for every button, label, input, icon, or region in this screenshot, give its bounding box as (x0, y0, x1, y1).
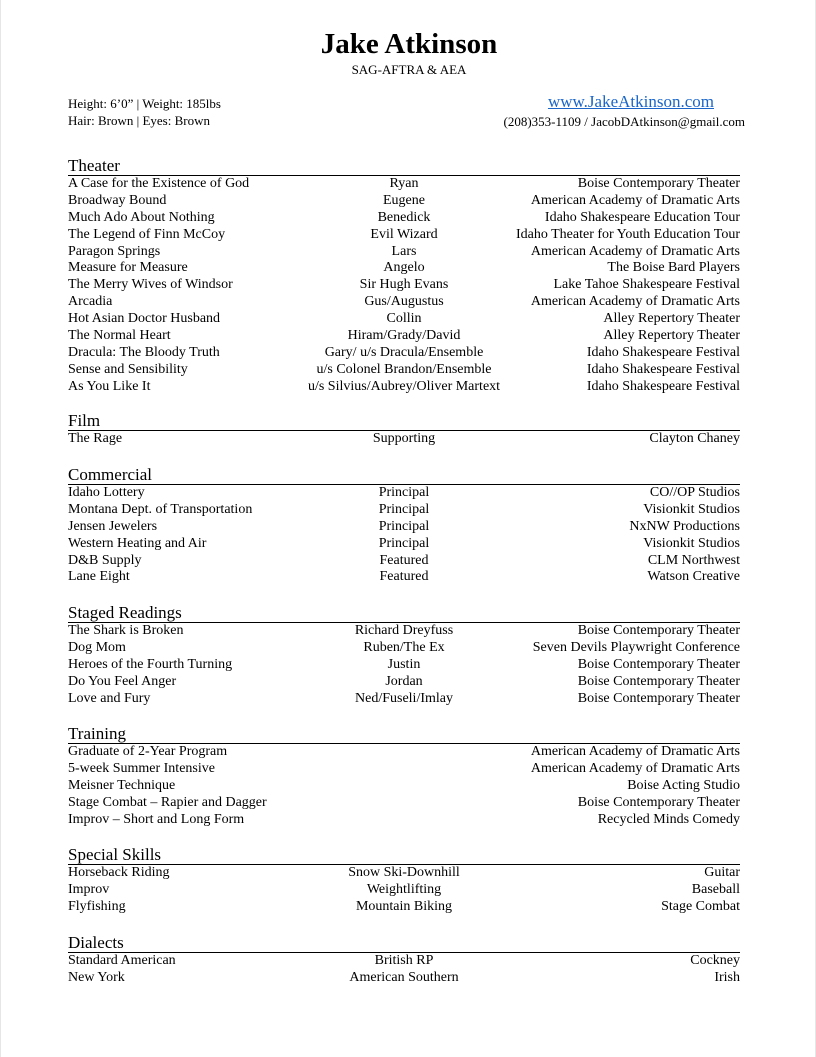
credit-row (68, 674, 740, 691)
credit-role: Ned/Fuseli/Imlay (355, 690, 453, 706)
credit-title: Stage Combat – Rapier and Dagger (68, 794, 267, 810)
credit-title: Heroes of the Fourth Turning (68, 656, 233, 672)
credit-venue: CO//OP Studios (649, 485, 740, 500)
credit-role: Angelo (383, 260, 425, 276)
credit-title: Much Ado About Nothing (68, 209, 215, 225)
credit-title: The Normal Heart (68, 328, 171, 344)
credit-row (68, 865, 740, 882)
section-theater (68, 157, 740, 396)
credit-role: u/s Colonel Brandon/Ensemble (316, 361, 492, 377)
section-title: Dialects (68, 934, 740, 953)
credit-role: Weightlifting (366, 881, 442, 897)
credit-venue: Alley Repertory Theater (603, 328, 740, 344)
credit-role: Gus/Augustus (364, 294, 444, 310)
credit-title: Jensen Jewelers (68, 518, 158, 534)
credit-row (68, 227, 740, 244)
credit-venue: Idaho Shakespeare Festival (586, 361, 740, 377)
credit-venue: Boise Contemporary Theater (577, 794, 740, 810)
credit-role (292, 778, 516, 795)
credit-row (68, 431, 740, 448)
credit-title: Dracula: The Bloody Truth (68, 344, 220, 360)
credit-role: Supporting (372, 431, 436, 446)
credit-title: Western Heating and Air (68, 535, 207, 551)
credit-row (68, 657, 740, 674)
credit-row (68, 379, 740, 396)
credit-row (68, 899, 740, 916)
credit-venue: Boise Contemporary Theater (577, 176, 740, 191)
credit-venue: Idaho Theater for Youth Education Tour (516, 226, 741, 242)
credit-venue: Recycled Minds Comedy (597, 811, 740, 827)
section-title: Film (68, 412, 740, 431)
credit-venue: Visionkit Studios (643, 535, 740, 551)
credit-venue: American Academy of Dramatic Arts (530, 294, 740, 310)
credit-row (68, 744, 740, 761)
credit-row (68, 260, 740, 277)
section-training (68, 725, 740, 828)
credit-role: Gary/ u/s Dracula/Ensemble (324, 344, 484, 360)
credit-row (68, 569, 740, 586)
website-link[interactable]: www.JakeAtkinson.com (547, 92, 714, 111)
credit-title: Sense and Sensibility (68, 361, 188, 377)
credit-role (292, 812, 516, 829)
credit-row (68, 761, 740, 778)
credit-role: British RP (374, 953, 434, 968)
credit-venue: CLM Northwest (647, 552, 740, 568)
section-title: Commercial (68, 466, 740, 485)
credit-title: A Case for the Existence of God (68, 176, 250, 191)
credit-role: Sir Hugh Evans (359, 277, 449, 293)
actor-name: Jake Atkinson (320, 28, 498, 60)
credit-row (68, 244, 740, 261)
section-title: Special Skills (68, 846, 740, 865)
credit-title: Graduate of 2-Year Program (68, 744, 228, 759)
credit-row (68, 519, 740, 536)
credit-row (68, 193, 740, 210)
credit-role: Principal (378, 518, 430, 534)
resume-page (1, 0, 816, 1057)
credit-role (292, 744, 516, 761)
credit-row (68, 812, 740, 829)
credit-role: Ryan (389, 176, 419, 191)
credit-venue: Alley Repertory Theater (603, 311, 740, 327)
section-commercial (68, 466, 740, 586)
credit-title: Love and Fury (68, 690, 151, 706)
credit-title: As You Like It (68, 378, 151, 394)
credit-venue: Boise Contemporary Theater (577, 623, 740, 638)
credit-title: Horseback Riding (68, 865, 170, 880)
contact-info: (208)353-1109 / JacobDAtkinson@gmail.com (503, 114, 745, 129)
credit-row (68, 953, 740, 970)
section-title: Theater (68, 157, 740, 176)
section-film (68, 412, 740, 448)
credit-row (68, 970, 740, 987)
credit-row (68, 536, 740, 553)
credit-row (68, 691, 740, 708)
credit-row (68, 778, 740, 795)
credit-title: Do You Feel Anger (68, 673, 177, 689)
credit-role: Justin (387, 656, 421, 672)
credit-title: Montana Dept. of Transportation (68, 501, 253, 517)
credit-row (68, 553, 740, 570)
credit-title: Idaho Lottery (68, 485, 145, 500)
credit-row (68, 485, 740, 502)
credit-row (68, 328, 740, 345)
credit-venue: Boise Acting Studio (627, 777, 740, 793)
section-special-skills (68, 846, 740, 916)
credit-title: Improv (68, 881, 110, 897)
credit-venue: American Academy of Dramatic Arts (530, 744, 740, 759)
credit-row (68, 623, 740, 640)
credit-title: Lane Eight (68, 569, 130, 585)
credit-title: Improv – Short and Long Form (68, 811, 245, 827)
credit-role: Ruben/The Ex (363, 639, 445, 655)
credit-title: Dog Mom (68, 639, 126, 655)
credit-venue: Idaho Shakespeare Festival (586, 344, 740, 360)
credit-title: Paragon Springs (68, 243, 161, 259)
credit-row (68, 882, 740, 899)
credit-venue: American Academy of Dramatic Arts (530, 760, 740, 776)
credit-role: u/s Silvius/Aubrey/Oliver Martext (307, 378, 501, 394)
credit-title: Meisner Technique (68, 777, 176, 793)
credit-title: New York (68, 969, 125, 985)
credit-venue: The Boise Bard Players (607, 260, 740, 276)
credit-row (68, 362, 740, 379)
section-dialects (68, 934, 740, 987)
credit-role: Evil Wizard (370, 226, 438, 242)
credit-title: Broadway Bound (68, 192, 167, 208)
credit-venue: Clayton Chaney (649, 431, 740, 446)
credit-role: American Southern (349, 969, 459, 985)
credit-venue: Seven Devils Playwright Conference (532, 639, 740, 655)
credit-title: Flyfishing (68, 898, 126, 914)
credit-role: Collin (386, 311, 422, 327)
credit-row (68, 277, 740, 294)
credit-role: Snow Ski-Downhill (348, 865, 460, 880)
credit-title: The Merry Wives of Windsor (68, 277, 233, 293)
credit-role: Benedick (377, 209, 431, 225)
credit-role (292, 761, 516, 778)
section-staged-readings (68, 604, 740, 707)
credit-title: Arcadia (68, 294, 113, 310)
credit-title: The Rage (68, 431, 123, 446)
credit-role: Featured (379, 552, 429, 568)
credit-title: Standard American (68, 953, 176, 968)
hair-eyes: Hair: Brown | Eyes: Brown (68, 113, 210, 128)
credit-role: Principal (378, 485, 430, 500)
credit-venue: American Academy of Dramatic Arts (530, 243, 740, 259)
section-title: Training (68, 725, 740, 744)
credit-venue: Boise Contemporary Theater (577, 673, 740, 689)
credit-row (68, 345, 740, 362)
credit-title: Measure for Measure (68, 260, 188, 276)
credit-role (292, 795, 516, 812)
credit-role: Richard Dreyfuss (354, 623, 454, 638)
credit-venue: Visionkit Studios (643, 501, 740, 517)
credit-row (68, 502, 740, 519)
credit-title: D&B Supply (68, 552, 142, 568)
credit-role: Featured (379, 569, 429, 585)
credit-venue: NxNW Productions (629, 518, 740, 534)
union-affiliation: SAG-AFTRA & AEA (351, 62, 467, 77)
credit-venue: Idaho Shakespeare Festival (586, 378, 740, 394)
credit-venue: Irish (714, 969, 740, 985)
credit-row (68, 176, 740, 193)
credit-role: Hiram/Grady/David (347, 328, 461, 344)
credit-role: Principal (378, 535, 430, 551)
credit-venue: Baseball (691, 881, 740, 897)
credit-role: Lars (391, 243, 417, 259)
credit-venue: Lake Tahoe Shakespeare Festival (553, 277, 740, 293)
credit-title: Hot Asian Doctor Husband (68, 311, 221, 327)
credit-venue: Stage Combat (661, 898, 740, 914)
credit-title: 5-week Summer Intensive (68, 760, 215, 776)
credit-row (68, 294, 740, 311)
credit-venue: Boise Contemporary Theater (577, 656, 740, 672)
credit-row (68, 795, 740, 812)
credit-venue: Guitar (704, 865, 740, 880)
credit-venue: American Academy of Dramatic Arts (530, 192, 740, 208)
credit-venue: Boise Contemporary Theater (577, 690, 740, 706)
credit-venue: Watson Creative (647, 569, 740, 585)
section-title: Staged Readings (68, 604, 740, 623)
credit-row (68, 311, 740, 328)
credit-role: Principal (378, 501, 430, 517)
credit-row (68, 210, 740, 227)
height-weight: Height: 6’0” | Weight: 185lbs (68, 96, 221, 111)
credit-title: The Shark is Broken (68, 623, 184, 638)
credit-title: The Legend of Finn McCoy (68, 226, 226, 242)
credit-role: Mountain Biking (355, 898, 453, 914)
credit-venue: Cockney (690, 953, 740, 968)
credit-row (68, 640, 740, 657)
credit-role: Eugene (383, 192, 425, 208)
credit-venue: Idaho Shakespeare Education Tour (544, 209, 740, 225)
credit-role: Jordan (385, 673, 423, 689)
